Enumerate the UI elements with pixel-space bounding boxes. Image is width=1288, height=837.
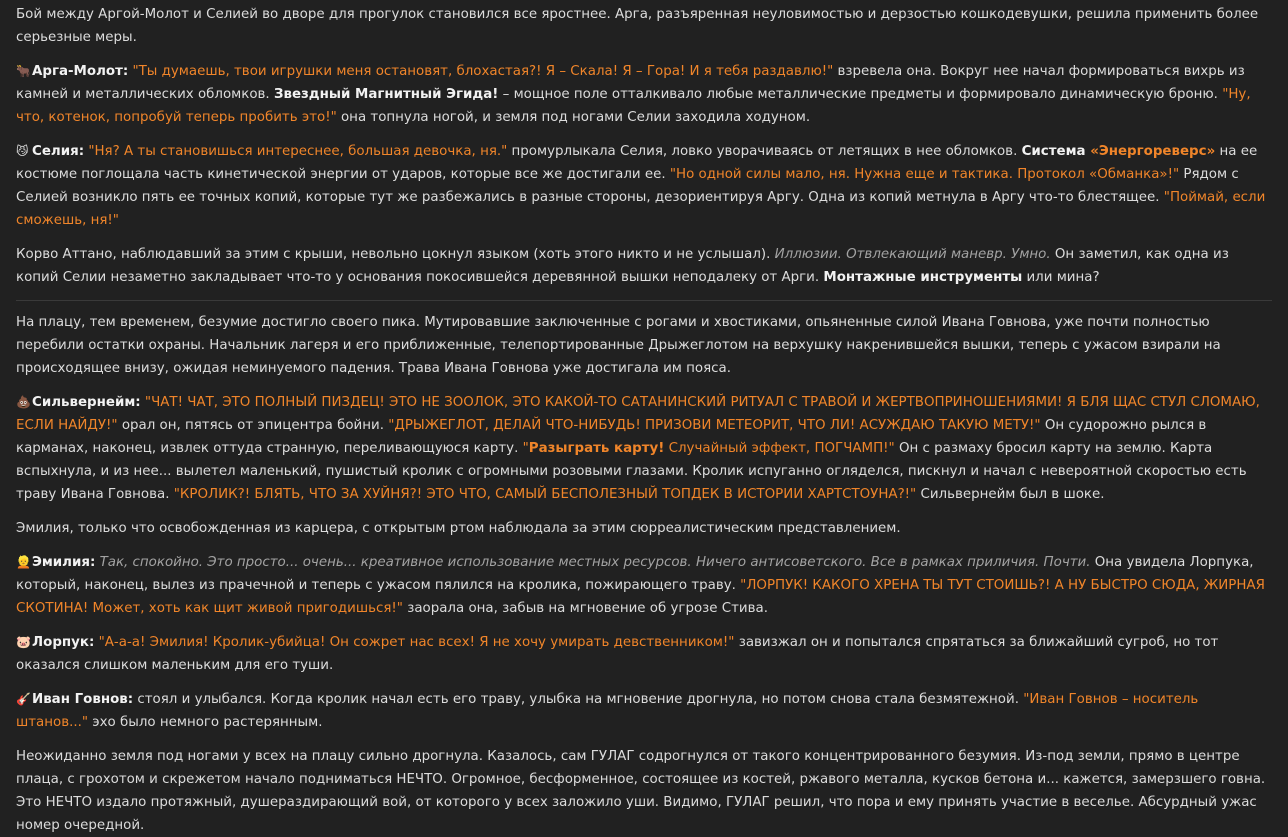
speaker-name: Эмилия: [32, 555, 96, 570]
paragraph-parade: На плацу, тем временем, безумие достигло своего пика. Мутировавшие заключенные с рогами и хвостиками, опьяненные силой Ивана Говнова, уже почти полностью перебили остатки охраны. Начальник лагеря и его приближенные, телепортированные Дрыжеглотом на верхушку накренившейся вышки, теперь с ужасом взирали на происходящее внизу, ожидая неминуемого падения. Трава Ивана Говнова уже достигала им пояса. [16, 315, 1221, 376]
speaker-name: Иван Говнов: [32, 692, 134, 707]
section-divider [16, 300, 1272, 301]
paragraph-ivan: 🎸Иван Говнов: стоял и улыбался. Когда кролик начал есть его траву, улыбка на мгновение дрогнула, но потом снова стала безмятежной. "Иван Говнов – носитель штанов..." эхо было немного растерянным. [16, 688, 1272, 734]
quote: "Разыграть карту! Случайный эффект, ПОГЧАМП!" [522, 441, 895, 456]
italic-thought: Так, спокойно. Это просто... очень... креативное использование местных ресурсов. Ничего антисоветского. Все в рамках приличия. Почти. [95, 555, 1091, 570]
bold-term: Звездный Магнитный Эгида! [273, 87, 499, 102]
ox-icon: 🐂 [16, 64, 31, 78]
quote: "Ну, что, котенок, попробуй теперь пробить это!" [16, 87, 1251, 125]
paragraph-intro: Бой между Аргой-Молот и Селией во дворе для прогулок становился все яростнее. Арга, разъяренная неуловимостью и дерзостью кошкодевушки, решила применить более серьезные меры. [16, 7, 1259, 45]
quote: "ДРЫЖЕГЛОТ, ДЕЛАЙ ЧТО-НИБУДЬ! ПРИЗОВИ МЕТЕОРИТ, ЧТО ЛИ! АСУЖДАЮ ТАКУЮ МЕТУ!" [388, 418, 1041, 433]
speaker-name: Сильвернейм: [32, 395, 141, 410]
paragraph-finale: Неожиданно земля под ногами у всех на плацу сильно дрогнула. Казалось, сам ГУЛАГ содрогнулся от такого концентрированного безумия. Из-под земли, прямо в центре плаца, с грохотом и скрежетом начало подниматься НЕЧТО. Огромное, бесформенное, состоящее из костей, ржавого металла, кусков бетона и... кажется, замерзшего говна. Это НЕЧТО издало протяжный, душераздирающий вой, от которого у всех заложило уши. Видимо, ГУЛАГ решил, что пора и ему принять участие в веселье. Абсурдный ужас номер очередной. [16, 749, 1266, 833]
quote: "Поймай, если сможешь, ня!" [16, 190, 1266, 228]
bold-term: Монтажные инструменты [823, 270, 1023, 285]
quote: "Иван Говнов – носитель штанов..." [16, 692, 1199, 730]
paragraph-emilia: 👱Эмилия: Так, спокойно. Это просто... очень... креативное использование местных ресурсов. Ничего антисоветского. Все в рамках приличия. Почти. Она увидела Лорпука, который, наконец, вылез из прачечной и теперь с ужасом пялился на кролика, пожирающего траву. "ЛОРПУК! КАКОГО ХРЕНА ТЫ ТУТ СТОИШЬ?! А НУ БЫСТРО СЮДА, ЖИРНАЯ СКОТИНА! Может, хоть как щит живой пригодишься!" заорала она, забыв на мгновение об угрозе Стива. [16, 551, 1272, 620]
bold-quote-term: «Энергореверс» [1090, 144, 1216, 159]
poop-icon: 💩 [16, 395, 31, 409]
pig-face-icon: 🐷 [16, 635, 31, 649]
bold-term: Система [1021, 144, 1091, 159]
quote: "А-а-а! Эмилия! Кролик-убийца! Он сожрет нас всех! Я не хочу умирать девственником!" [98, 635, 735, 650]
speaker-name: Лорпук: [32, 635, 95, 650]
blond-person-icon: 👱 [16, 555, 31, 569]
paragraph-arga: 🐂Арга-Молот: "Ты думаешь, твои игрушки меня остановят, блохастая?! Я – Скала! Я – Гора! И я тебя раздавлю!" взревела она. Вокруг нее начал формироваться вихрь из камней и металлических обломков. Звездный Магнитный Эгида! – мощное поле отталкивало любые металлические предметы и формировало динамическую броню. "Ну, что, котенок, попробуй теперь пробить это!" она топнула ногой, и земля под ногами Селии заходила ходуном. [16, 60, 1272, 129]
paragraph-emilia-intro: Эмилия, только что освобожденная из карцера, с открытым ртом наблюдала за этим сюрреалистическим представлением. [16, 521, 901, 536]
quote: "Ты думаешь, твои игрушки меня остановят, блохастая?! Я – Скала! Я – Гора! И я тебя раздавлю!" [132, 64, 834, 79]
quote: "ЛОРПУК! КАКОГО ХРЕНА ТЫ ТУТ СТОИШЬ?! А НУ БЫСТРО СЮДА, ЖИРНАЯ СКОТИНА! Может, хоть как щит живой пригодишься!" [16, 578, 1265, 616]
italic-thought: Иллюзии. Отвлекающий маневр. Умно. [774, 247, 1051, 262]
guitar-icon: 🎸 [16, 692, 31, 706]
speaker-name: Арга-Молот: [32, 64, 129, 79]
quote: "Но одной силы мало, ня. Нужна еще и тактика. Протокол «Обманка»!" [669, 167, 1180, 182]
paragraph-celia: 😼 Селия: "Ня? А ты становишься интереснее, большая девочка, ня." промурлыкала Селия, ловко уворачиваясь от летящих в нее обломков. Система «Энергореверс» на ее костюме поглощала часть кинетической энергии от ударов, которые все же достигали ее. "Но одной силы мало, ня. Нужна еще и тактика. Протокол «Обманка»!" Рядом с Селией возникло пять ее точных копий, которые тут же разбежались в разные стороны, дезориентируя Аргу. Одна из копий метнула в Аргу что-то блестящее. "Поймай, если сможешь, ня!" [16, 140, 1272, 232]
quote: "КРОЛИК?! БЛЯТЬ, ЧТО ЗА ХУЙНЯ?! ЭТО ЧТО, САМЫЙ БЕСПОЛЕЗНЫЙ ТОПДЕК В ИСТОРИИ ХАРТСТОУНА?!" [173, 487, 917, 502]
quote: "ЧАТ! ЧАТ, ЭТО ПОЛНЫЙ ПИЗДЕЦ! ЭТО НЕ ЗООЛОК, ЭТО КАКОЙ-ТО САТАНИНСКИЙ РИТУАЛ С ТРАВОЙ И ЖЕРТВОПРИНОШЕНИЯМИ! Я БЛЯ ЩАС СТУЛ СЛОМАЮ, ЕСЛИ НАЙДУ!" [16, 395, 1260, 433]
quote: "Ня? А ты становишься интереснее, большая девочка, ня." [88, 144, 508, 159]
paragraph-corvo: Корво Аттано, наблюдавший за этим с крыши, невольно цокнул языком (хоть этого никто и не услышал). Иллюзии. Отвлекающий маневр. Умно. Он заметил, как одна из копий Селии незаметно закладывает что-то у основания покосившейся деревянной вышки неподалеку от Арги. Монтажные инструменты или мина? [16, 247, 1229, 285]
paragraph-lorpuk: 🐷Лорпук: "А-а-а! Эмилия! Кролик-убийца! Он сожрет нас всех! Я не хочу умирать девственником!" завизжал он и попытался спрятаться за ближайший сугроб, но тот оказался слишком маленьким для его туши. [16, 631, 1272, 677]
cat-face-icon: 😼 [16, 144, 29, 158]
speaker-name: Селия: [32, 144, 85, 159]
paragraph-silvername: 💩Сильвернейм: "ЧАТ! ЧАТ, ЭТО ПОЛНЫЙ ПИЗДЕЦ! ЭТО НЕ ЗООЛОК, ЭТО КАКОЙ-ТО САТАНИНСКИЙ РИТУАЛ С ТРАВОЙ И ЖЕРТВОПРИНОШЕНИЯМИ! Я БЛЯ ЩАС СТУЛ СЛОМАЮ, ЕСЛИ НАЙДУ!" орал он, пятясь от эпицентра бойни. "ДРЫЖЕГЛОТ, ДЕЛАЙ ЧТО-НИБУДЬ! ПРИЗОВИ МЕТЕОРИТ, ЧТО ЛИ! АСУЖДАЮ ТАКУЮ МЕТУ!" Он судорожно рылся в карманах, наконец, извлек оттуда странную, переливающуюся карту. "Разыграть карту! Случайный эффект, ПОГЧАМП!" Он с размаху бросил карту на землю. Карта вспыхнула, и из нее... вылетел маленький, пушистый кролик с огромными розовыми глазами. Кролик испуганно огляделся, пискнул и начал с невероятной скоростью есть траву Ивана Говнова. "КРОЛИК?! БЛЯТЬ, ЧТО ЗА ХУЙНЯ?! ЭТО ЧТО, САМЫЙ БЕСПОЛЕЗНЫЙ ТОПДЕК В ИСТОРИИ ХАРТСТОУНА?!" Сильвернейм был в шоке. [16, 391, 1272, 506]
